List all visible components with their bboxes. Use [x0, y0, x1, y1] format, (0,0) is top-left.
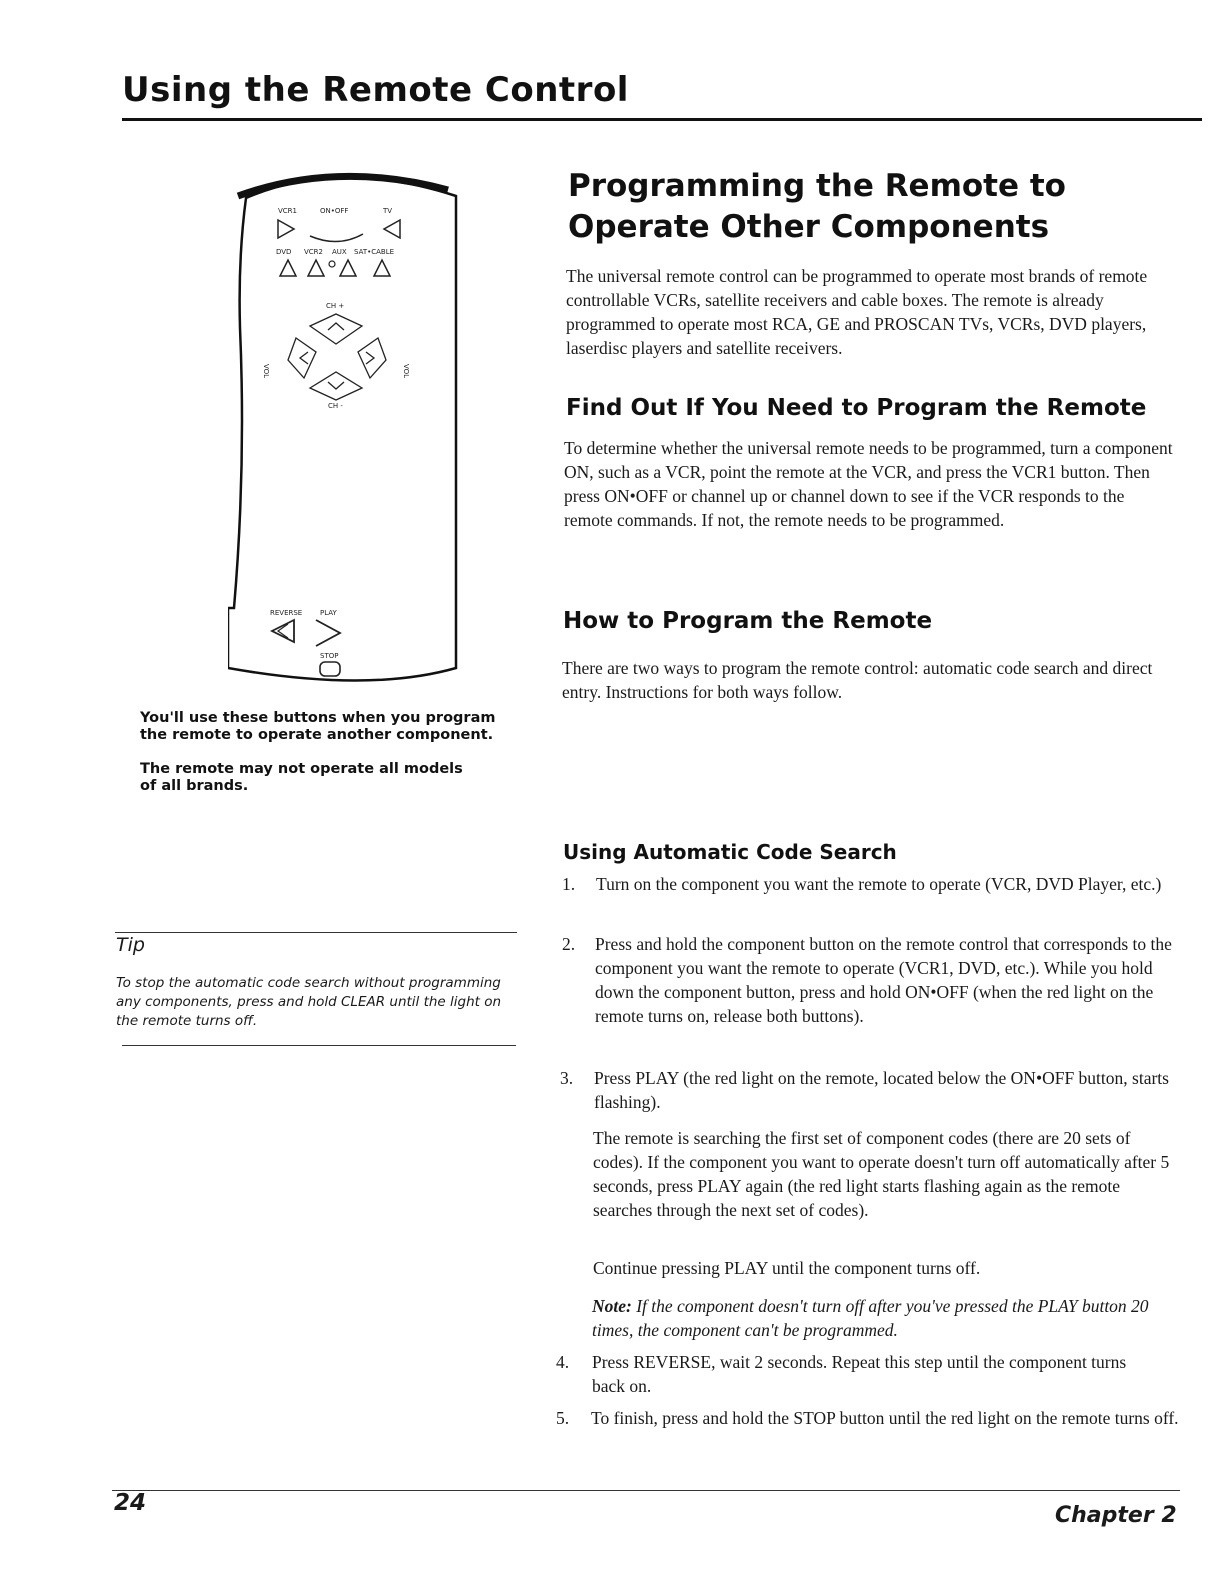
chapter-label: Chapter 2	[1055, 1503, 1177, 1528]
label-stop: STOP	[320, 652, 339, 660]
remote-control-illustration	[228, 168, 468, 698]
intro-paragraph: The universal remote control can be programmed to operate most brands of remote controllable VCRs, satellite receivers and cable boxes. The remote is already programmed to operate most RCA, GE and PROSCAN TVs, VCRs, DVD players, laserdisc players and satellite receivers.	[566, 266, 1148, 358]
label-play: PLAY	[320, 609, 337, 617]
label-sat-cable: SAT•CABLE	[354, 248, 395, 256]
step-text: Press PLAY (the red light on the remote, located below the ON•OFF button, starts flashing).	[594, 1068, 1169, 1112]
label-dvd: DVD	[276, 248, 292, 256]
auto-search-heading: Using Automatic Code Search	[563, 840, 897, 864]
step-text: Press and hold the component button on the remote control that corresponds to the component you want the remote to operate (VCR1, DVD, etc.). While you hold down the component button, press and hold ON•OFF (when the red light on the remote turns on, release both buttons).	[595, 934, 1172, 1026]
note-paragraph	[592, 1294, 1172, 1342]
note-text: If the component doesn't turn off after you've pressed the PLAY button 20 times, the component can't be programmed.	[592, 1296, 1149, 1340]
label-vcr1: VCR1	[278, 207, 297, 215]
models-caption: The remote may not operate all models of all brands.	[140, 761, 463, 794]
label-vol-up: VOL	[402, 364, 410, 379]
tip-bottom-divider	[122, 1045, 516, 1046]
how-to-heading: How to Program the Remote	[563, 608, 933, 634]
label-ch-down: CH -	[328, 402, 343, 410]
step3-detail-paragraph: The remote is searching the first set of component codes (there are 20 sets of codes). If the component you want to operate doesn't turn off automatically after 5 seconds, press PLAY again (the red light starts flashing again as the remote searches through the next set of codes).	[593, 1128, 1170, 1220]
label-aux: AUX	[332, 248, 347, 256]
step-number: 2.	[562, 934, 576, 954]
step-text: Turn on the component you want the remote to operate (VCR, DVD Player, etc.)	[596, 874, 1162, 894]
tip-top-divider	[115, 932, 517, 933]
step3-continue-paragraph: Continue pressing PLAY until the component turns off.	[593, 1258, 981, 1278]
tip-body: To stop the automatic code search without programming any components, press and hold CLEAR until the light on the remote turns off.	[116, 975, 502, 1029]
page-header-title: Using the Remote Control	[122, 70, 629, 110]
step-text: Press REVERSE, wait 2 seconds. Repeat this step until the component turns back on.	[592, 1352, 1127, 1396]
step-number: 5.	[556, 1408, 570, 1428]
label-tv: TV	[383, 207, 393, 215]
step-number: 1.	[562, 874, 576, 894]
page-number: 24	[114, 1490, 147, 1516]
footer-divider	[112, 1490, 1180, 1491]
label-on-off: ON•OFF	[320, 207, 349, 215]
step-text: To finish, press and hold the STOP button until the red light on the remote turns off.	[591, 1408, 1179, 1428]
buttons-caption: You'll use these buttons when you program the remote to operate another component.	[140, 710, 496, 743]
header-divider	[122, 118, 1202, 121]
label-vcr2: VCR2	[304, 248, 323, 256]
note-label: Note:	[592, 1296, 632, 1316]
section-title: Programming the Remote to Operate Other Components	[568, 168, 1066, 245]
step-number: 4.	[556, 1352, 570, 1372]
find-out-paragraph: To determine whether the universal remote needs to be programmed, turn a component ON, such as a VCR, point the remote at the VCR, and press the VCR1 button. Then press ON•OFF or channel up or channel down to see if the VCR responds to the remote commands. If not, the remote needs to be programmed.	[564, 438, 1173, 530]
how-to-paragraph: There are two ways to program the remote control: automatic code search and direct entry. Instructions for both ways follow.	[562, 658, 1153, 702]
label-reverse: REVERSE	[270, 609, 303, 617]
label-vol-down: VOL	[262, 364, 270, 379]
find-out-heading: Find Out If You Need to Program the Remote	[566, 395, 1147, 421]
step-number: 3.	[560, 1068, 574, 1088]
tip-title: Tip	[116, 934, 145, 956]
label-ch-up: CH +	[326, 302, 345, 310]
